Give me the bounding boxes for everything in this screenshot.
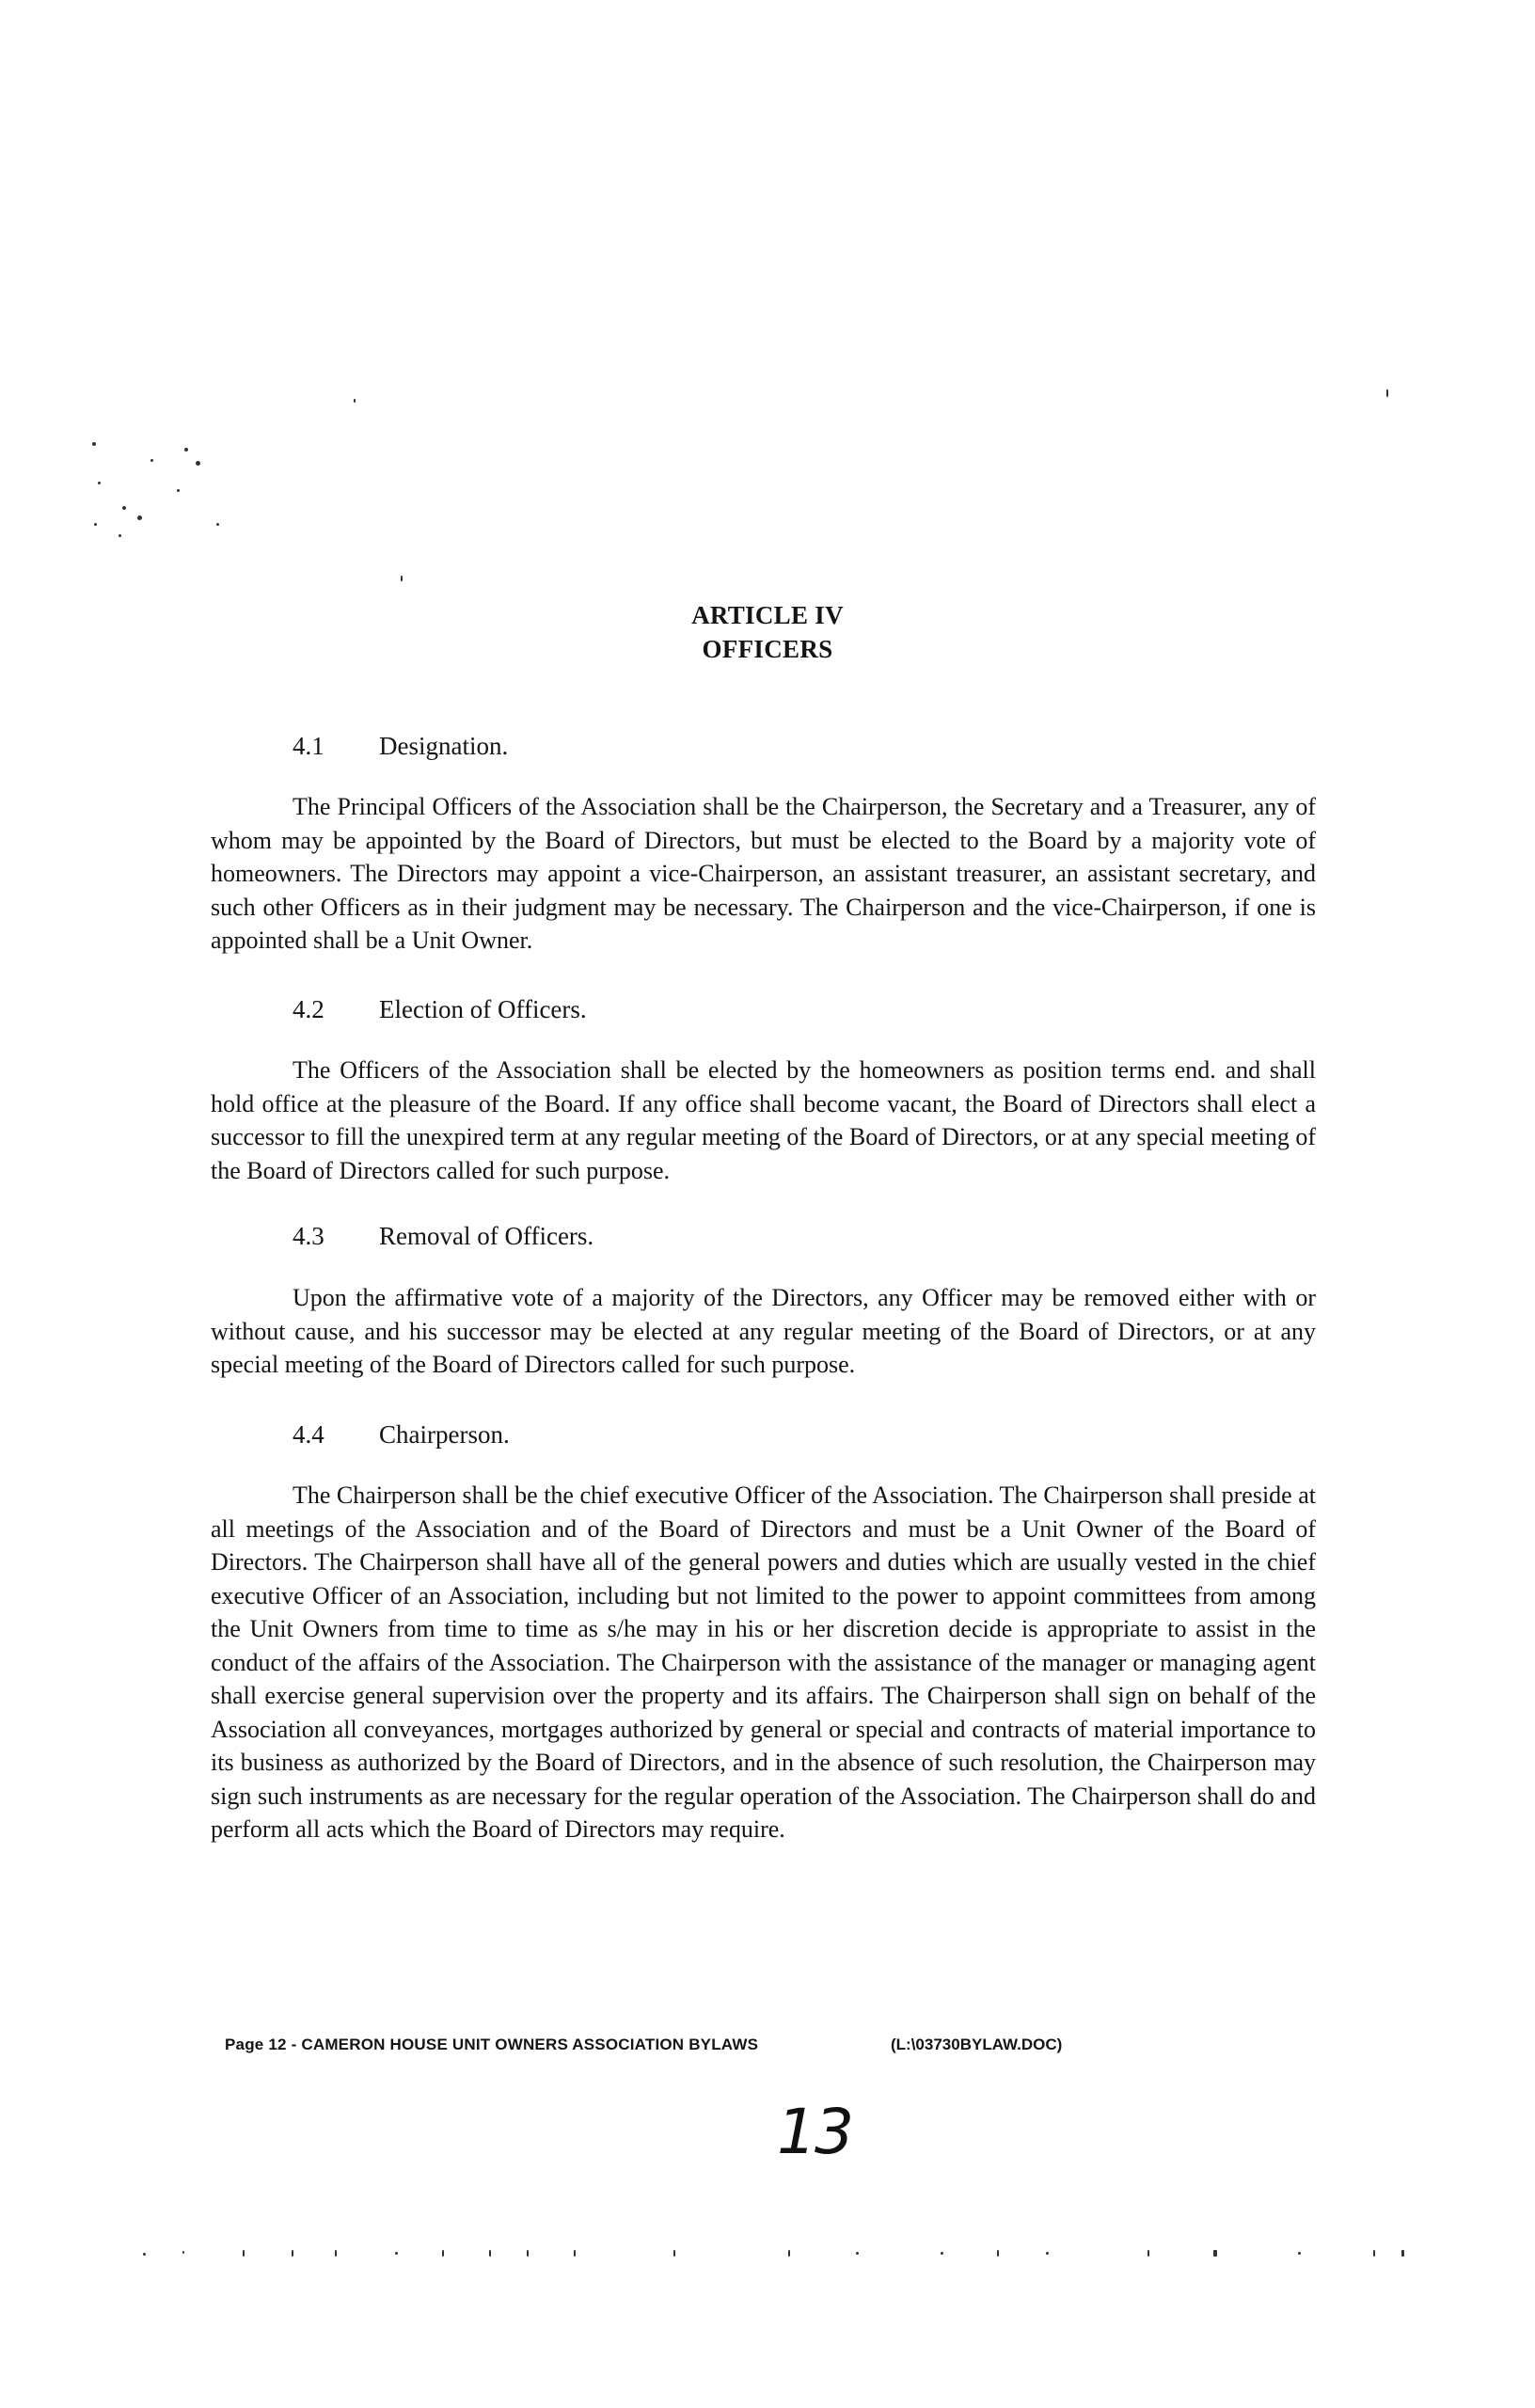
section-heading-4-1	[293, 730, 508, 762]
section-title: Designation.	[379, 732, 509, 760]
section-body-4-1: The Principal Officers of the Association shall be the Chairperson, the Secretary and a Treasurer, any of whom may be appointed by the Board of Directors, but must be elected to the Board by a majority vote of homeowners. The Directors may appoint a vice-Chairperson, an assistant treasurer, an assistant secretary, and such other Officers as in their judgment may be necessary. The Chairperson and the vice-Chairperson, if one is appointed shall be a Unit Owner.	[211, 793, 1316, 954]
section-title: Chairperson.	[379, 1420, 510, 1449]
section-heading-4-4	[293, 1418, 510, 1450]
article-title: OFFICERS	[702, 635, 833, 663]
section-number: 4.3	[293, 1222, 324, 1250]
section-body-4-4: The Chairperson shall be the chief executive Officer of the Association. The Chairperson shall preside at all meetings of the Association and of the Board of Directors and must be a Unit Owner of the Board of Directors. The Chairperson shall have all of the general powers and duties which are usually vested in the chief executive Officer of an Association, including but not limited to the power to appoint committees from among the Unit Owners from time to time as s/he may in his or her discretion decide is appropriate to assist in the conduct of the affairs of the Association. The Chairperson with the assistance of the manager or managing agent shall exercise general supervision over the property and its affairs. The Chairperson shall sign on behalf of the Association all conveyances, mortgages authorized by general or special and contracts of material importance to its business as authorized by the Board of Directors, and in the absence of such resolution, the Chairperson may sign such instruments as are necessary for the regular operation of the Association. The Chairperson shall do and perform all acts which the Board of Directors may require.	[211, 1481, 1316, 1843]
article-number: ARTICLE IV	[691, 601, 844, 629]
footer-page-label: Page 12 - CAMERON HOUSE UNIT OWNERS ASSOCIATION BYLAWS	[225, 2036, 759, 2053]
section-body-4-3: Upon the affirmative vote of a majority of the Directors, any Officer may be removed either with or without cause, and his successor may be elected at any regular meeting of the Board of Directors, or at any special meeting of the Board of Directors called for such purpose.	[211, 1284, 1316, 1378]
section-title: Election of Officers.	[379, 995, 587, 1023]
section-number: 4.2	[293, 995, 324, 1023]
handwritten-page-number: 13	[777, 2096, 852, 2168]
section-number: 4.1	[293, 732, 324, 760]
section-heading-4-3	[293, 1220, 593, 1252]
article-heading	[0, 598, 1535, 666]
section-body-4-2: The Officers of the Association shall be elected by the homeowners as position terms end. and shall hold office at the pleasure of the Board. If any office shall become vacant, the Board of Directors shall elect a successor to fill the unexpired term at any regular meeting of the Board of Directors, or at any special meeting of the Board of Directors called for such purpose.	[211, 1056, 1316, 1184]
section-number: 4.4	[293, 1420, 324, 1449]
footer-file-reference: (L:\03730BYLAW.DOC)	[891, 2036, 1063, 2053]
section-heading-4-2	[293, 993, 587, 1025]
section-title: Removal of Officers.	[379, 1222, 594, 1250]
